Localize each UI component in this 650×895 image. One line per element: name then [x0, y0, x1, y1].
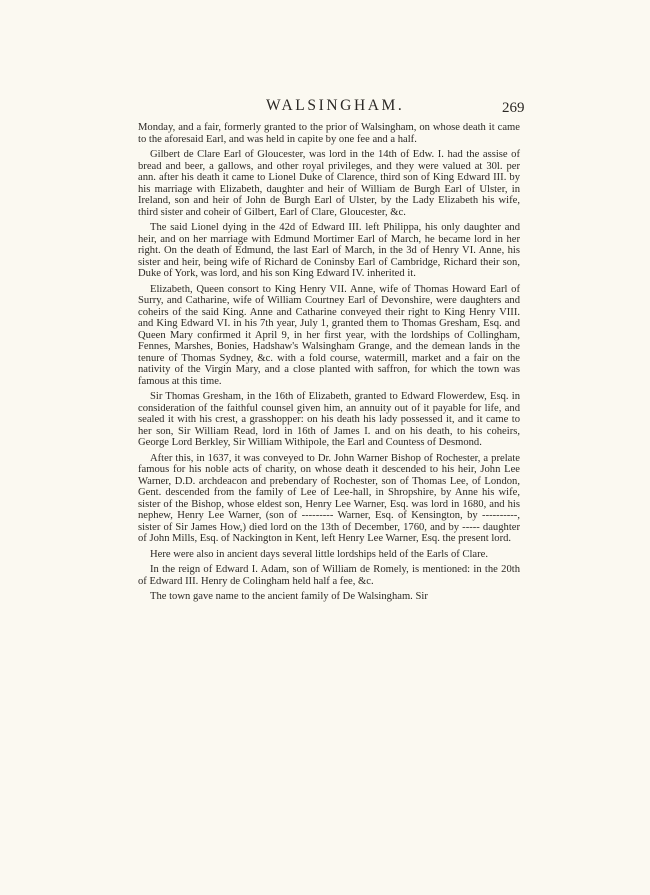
- paragraph: Here were also in ancient days several little lordships held of the Earls of Clare.: [150, 548, 489, 560]
- paragraph: Gilbert de Clare Earl of Gloucester, was lord in the 14th of Edw. I. had the assise of bread and beer, a gallows, and other royal privileges, and they were valued at 30l. per ann. after his death it came to Lionel Duke of Clarence, third son of King Edward III. by his marriage with Elizabeth, daughter and heir of William de Burgh Earl of Ulster, in Ireland, son and heir of John de Burgh Earl of Ulster, by the Lady Elizabeth his wife, third sister and coheir of Gilbert, Earl of Clare, Gloucester, &c.: [138, 149, 520, 218]
- paragraph: The said Lionel dying in the 42d of Edward III. left Philippa, his only daughter and heir, and on her marriage with Edmund Mortimer Earl of March, he became lord in her right. On the death of Edmund, the last Earl of March, in the 3d of Henry VI. Anne, his sister and heir, being wife of Richard de Coninsby Earl of Cambridge, Richard their son, Duke of York, was lord, and his son King Edward IV. inherited it.: [138, 222, 520, 279]
- paragraph: The town gave name to the ancient family of De Walsingham. Sir: [150, 591, 428, 602]
- paragraph: Elizabeth, Queen consort to King Henry VII. Anne, wife of Thomas Howard Earl of Surry, and Catharine, wife of William Courtney Earl of Devonshire, were daughters and coheirs of the said King. Anne and Catharine conveyed their right to King Henry VIII. and King Edward VI. in his 7th year, July 1, granted them to Thomas Gresham, Esq. and Queen Mary confirmed it April 9, in her first year, with the lordships of Collingham, Fennes, Marshes, Bonies, Hadshaw's Walsingham Grange, and the demean lands in the tenure of Thomas Sydney, &c. with a fold course, watermill, market and a fair on the nativity of the Virgin Mary, and a close planted with saffron, for which the town was famous at this time.: [138, 283, 520, 387]
- page-header: [0, 97, 650, 121]
- paragraph: After this, in 1637, it was conveyed to Dr. John Warner Bishop of Rochester, a prelate famous for his noble acts of charity, on whose death it descended to his heir, John Lee Warner, D.D. archdeacon and prebendary of Rochester, son of Thomas Lee, of London, Gent. descended from the family of Lee of Lee-hall, in Shropshire, by Anne his wife, sister of the Bishop, whose eldest son, Henry Lee Warner, Esq. was lord in 1680, and his nephew, Henry Lee Warner, (son of --------- Warner, Esq. of Kensington, by ----------, sister of Sir James How,) died lord on the 13th of December, 1760, and by ----- daughter of John Mills, Esq. of Nackington in Kent, left Henry Lee Warner, Esq. the present lord.: [138, 452, 520, 544]
- paragraph: In the reign of Edward I. Adam, son of William de Romely, is mentioned: in the 20th of Edward III. Henry de Colingham held half a fee, &c.: [138, 564, 520, 587]
- running-title: WALSINGHAM.: [266, 97, 405, 114]
- paragraph: Monday, and a fair, formerly granted to the prior of Walsingham, on whose death it came to the aforesaid Earl, and was held in capite by one fee and a half.: [138, 122, 520, 145]
- paragraph: Sir Thomas Gresham, in the 16th of Elizabeth, granted to Edward Flowerdew, Esq. in consideration of the faithful counsel given him, an annuity out of it payable for life, and sealed it with his crest, a grasshopper: on his death his lady possessed it, and it came to her son, Sir William Read, lord in 16th of James I. and on his death, to his coheirs, George Lord Berkley, Sir William Withipole, the Earl and Countess of Desmond.: [138, 391, 520, 448]
- body-text: [138, 122, 520, 603]
- page-number: 269: [502, 100, 525, 116]
